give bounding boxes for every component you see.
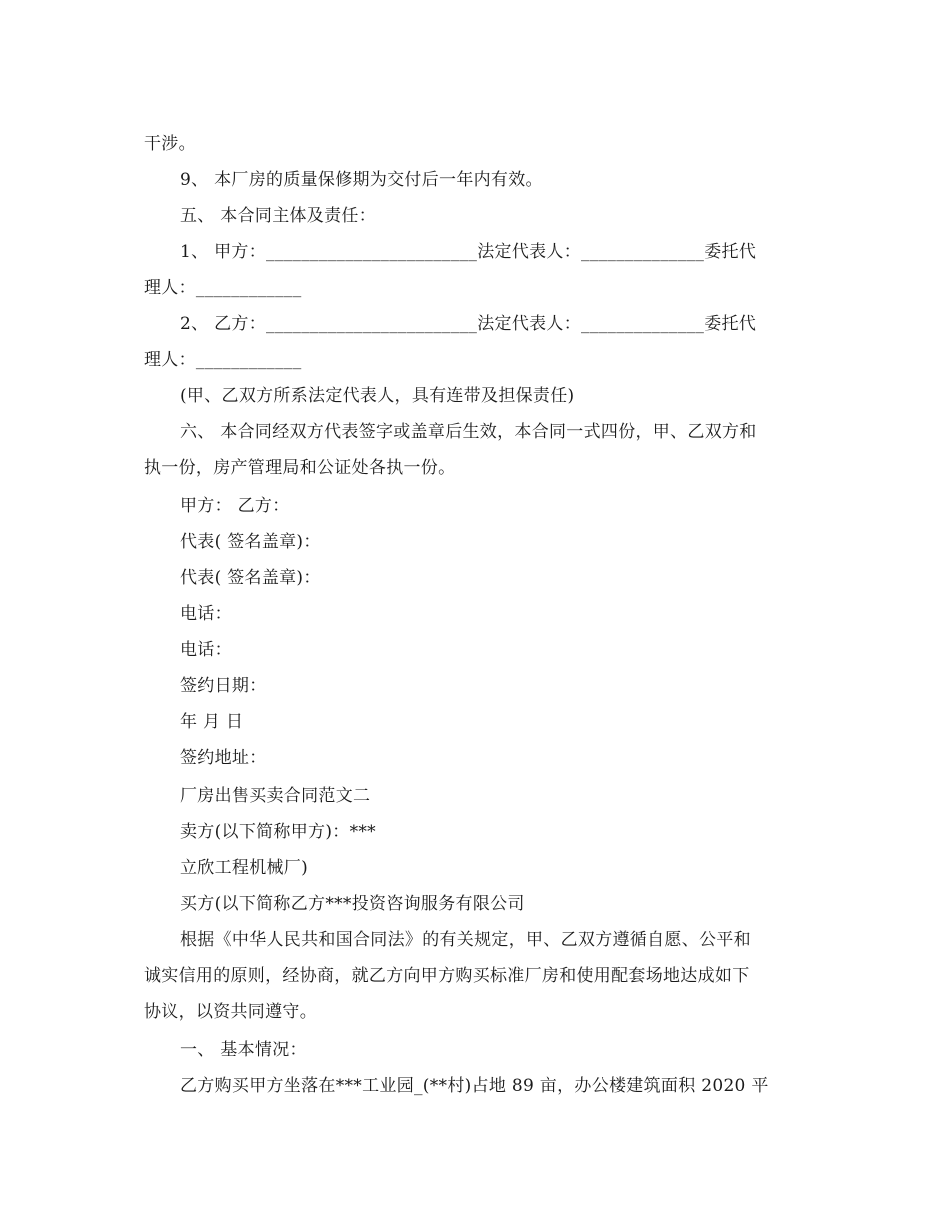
text-line: 电话：	[180, 640, 232, 660]
text-line: 根据《中华人民共和国合同法》的有关规定，甲、乙双方遵循自愿、公平和	[180, 930, 751, 950]
text-line: 干涉。	[144, 134, 196, 154]
text-line: 电话：	[180, 604, 232, 624]
section-heading: 五、 本合同主体及责任：	[180, 206, 377, 226]
text-line: 理人：____________	[144, 350, 302, 370]
text-line: 9、 本厂房的质量保修期为交付后一年内有效。	[180, 170, 543, 190]
text-line: (甲、乙双方所系法定代表人，具有连带及担保责任)	[180, 386, 575, 406]
text-line: 协议，以资共同遵守。	[144, 1002, 317, 1022]
text-line: 1、 甲方：________________________法定代表人：______________委托代	[180, 242, 757, 262]
text-line: 年 月 日	[180, 712, 244, 732]
text-line: 执一份，房产管理局和公证处各执一份。	[144, 458, 456, 478]
document-title: 厂房出售买卖合同范文二	[180, 786, 371, 806]
text-line: 签约地址：	[180, 748, 267, 768]
text-line: 诚实信用的原则，经协商，就乙方向甲方购买标准厂房和使用配套场地达成如下	[144, 966, 750, 986]
text-line: 理人：____________	[144, 278, 302, 298]
section-heading: 六、 本合同经双方代表签字或盖章后生效，本合同一式四份，甲、乙双方和	[180, 422, 757, 442]
text-line: 代表( 签名盖章)：	[180, 532, 321, 552]
text-line: 卖方(以下简称甲方)：***	[180, 822, 376, 842]
text-line: 买方(以下简称乙方***投资咨询服务有限公司	[180, 894, 525, 914]
text-line: 立欣工程机械厂)	[180, 858, 309, 878]
text-line: 乙方购买甲方坐落在***工业园_(**村)占地 89 亩，办公楼建筑面积 2020 平	[180, 1076, 769, 1096]
text-line: 2、 乙方：________________________法定代表人：______________委托代	[180, 314, 757, 334]
section-heading: 一、 基本情况：	[180, 1040, 307, 1060]
text-line: 签约日期：	[180, 676, 267, 696]
text-line: 代表( 签名盖章)：	[180, 568, 321, 588]
text-line: 甲方： 乙方：	[180, 496, 290, 516]
